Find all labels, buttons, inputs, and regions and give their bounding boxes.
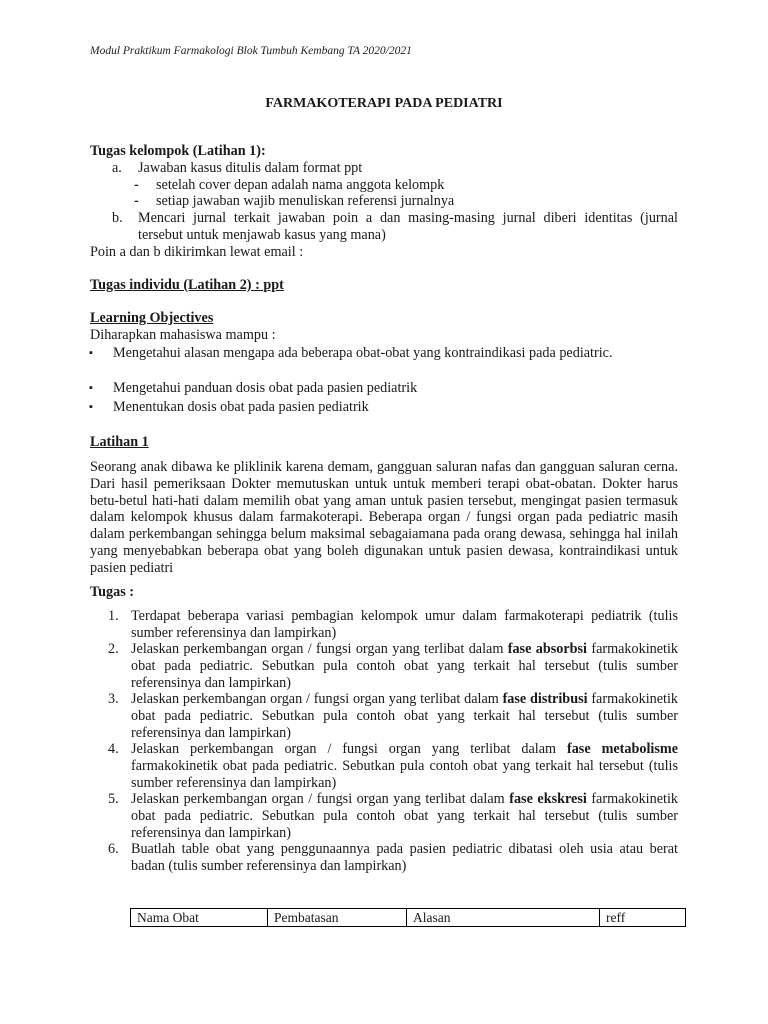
tugas-item-phase: fase ekskresi bbox=[509, 791, 587, 807]
tugas-item-text-post: farmakokinetik obat pada pediatric. Sebutkan pula contoh obat yang terkait hal tersebut (tulis sumber referensinya dan lampirkan) bbox=[131, 791, 678, 841]
tugas-item-text-post: farmakokinetik obat pada pediatric. Sebutkan pula contoh obat yang terkait hal tersebut (tulis sumber referensinya dan lampirkan) bbox=[131, 691, 679, 741]
tugas-item-text-pre: Jelaskan perkembangan organ / fungsi organ yang terlibat dalam bbox=[131, 691, 503, 707]
drug-restriction-table bbox=[130, 908, 686, 927]
tugas-item-text-post: farmakokinetik obat pada pediatric. Sebutkan pula contoh obat yang terkait hal tersebut (tulis sumber referensinya dan lampirkan) bbox=[131, 758, 678, 791]
table-header-row bbox=[131, 909, 686, 927]
lo-intro: Diharapkan mahasiswa mampu : bbox=[90, 327, 276, 343]
tugas-item-text bbox=[131, 741, 678, 792]
lo-item-text: Mengetahui alasan mengapa ada beberapa obat-obat yang kontraindikasi pada pediatric. bbox=[113, 345, 613, 361]
table-header-cell: reff bbox=[600, 909, 686, 927]
latihan1-heading: Latihan 1 bbox=[90, 434, 149, 450]
document-title: FARMAKOTERAPI PADA PEDIATRI bbox=[265, 96, 503, 111]
bullet-marker: ▪ bbox=[89, 382, 93, 394]
tugas-item-number: 5. bbox=[108, 791, 119, 807]
tugas-item-number: 3. bbox=[108, 691, 119, 707]
tugas-item-text bbox=[131, 791, 678, 842]
lo-item-text: Menentukan dosis obat pada pasien pediatrik bbox=[113, 399, 369, 415]
tugas-item-text-pre: Jelaskan perkembangan organ / fungsi organ yang terlibat dalam bbox=[131, 741, 567, 757]
dash-marker: - bbox=[134, 177, 139, 193]
item-b-marker: b. bbox=[112, 210, 123, 226]
table-header-cell: Pembatasan bbox=[268, 909, 407, 927]
bullet-marker: ▪ bbox=[89, 401, 93, 413]
tugas-individu-heading: Tugas individu (Latihan 2) : ppt bbox=[90, 277, 284, 293]
tugas-item-text-pre: Jelaskan perkembangan organ / fungsi organ yang terlibat dalam bbox=[131, 791, 510, 807]
tugas-item-number: 1. bbox=[108, 608, 119, 624]
lo-item-text: Mengetahui panduan dosis obat pada pasien pediatrik bbox=[113, 380, 418, 396]
sub-item-text: setelah cover depan adalah nama anggota kelompk bbox=[156, 177, 445, 193]
latihan1-paragraph: Seorang anak dibawa ke pliklinik karena demam, gangguan saluran nafas dan gangguan saluran cerna. Dari hasil pemeriksaan Dokter memutuskan untuk untuk memberi terapi obat-obatan. Dokter harus betu-betul hati-hati dalam memilih obat yang aman untuk pasien tersebut, mengingat pasien termasuk dalam kelompok khusus dalam farmakoterapi. Beberapa organ / fungsi organ pada pediatric masih dalam perkembangan sehingga belum maksimal sebagaiamana pada orang dewasa, sehingga hal inilah yang menyebabkan beberapa obat yang boleh digunakan untuk pasien dewasa, kontraindikasi untuk pasien pediatri bbox=[90, 459, 678, 576]
tugas-item-text-post: farmakokinetik obat pada pediatric. Sebutkan pula contoh obat yang terkait hal tersebut (tulis sumber referensinya dan lampirkan) bbox=[131, 641, 679, 691]
dash-marker: - bbox=[134, 193, 139, 209]
tugas-item-text: Terdapat beberapa variasi pembagian kelompok umur dalam farmakoterapi pediatrik (tulis sumber referensinya dan lampirkan) bbox=[131, 608, 678, 641]
tugas-item-text bbox=[131, 691, 678, 742]
table-header-cell: Nama Obat bbox=[131, 909, 268, 927]
item-a-text: Jawaban kasus ditulis dalam format ppt bbox=[138, 160, 363, 176]
tugas-item-text: Buatlah table obat yang penggunaannya pada pasien pediatric dibatasi oleh usia atau berat badan (tulis sumber referensinya dan lampirkan) bbox=[131, 841, 678, 874]
tugas-item-phase: fase absorbsi bbox=[507, 641, 587, 657]
tugas-item-text bbox=[131, 641, 678, 692]
tugas-item-phase: fase metabolisme bbox=[566, 741, 679, 757]
email-note: Poin a dan b dikirimkan lewat email : bbox=[90, 244, 304, 260]
item-b-text: Mencari jurnal terkait jawaban poin a dan masing-masing jurnal diberi identitas (jurnal tersebut untuk menjawab kasus yang mana) bbox=[138, 210, 678, 243]
learning-objectives-heading: Learning Objectives bbox=[90, 310, 214, 326]
tugas-heading: Tugas : bbox=[90, 584, 135, 600]
tugas-kelompok-heading: Tugas kelompok (Latihan 1): bbox=[90, 143, 266, 159]
table-header-cell: Alasan bbox=[407, 909, 600, 927]
sub-item-text: setiap jawaban wajib menuliskan referensi jurnalnya bbox=[156, 193, 455, 209]
tugas-item-phase: fase distribusi bbox=[502, 691, 588, 707]
item-a-marker: a. bbox=[112, 160, 122, 176]
tugas-item-number: 6. bbox=[108, 841, 119, 857]
tugas-item-number: 2. bbox=[108, 641, 119, 657]
document-header: Modul Praktikum Farmakologi Blok Tumbuh Kembang TA 2020/2021 bbox=[90, 45, 412, 57]
tugas-item-text-pre: Jelaskan perkembangan organ / fungsi organ yang terlibat dalam bbox=[131, 641, 508, 657]
bullet-marker: ▪ bbox=[89, 347, 93, 359]
tugas-item-number: 4. bbox=[108, 741, 119, 757]
